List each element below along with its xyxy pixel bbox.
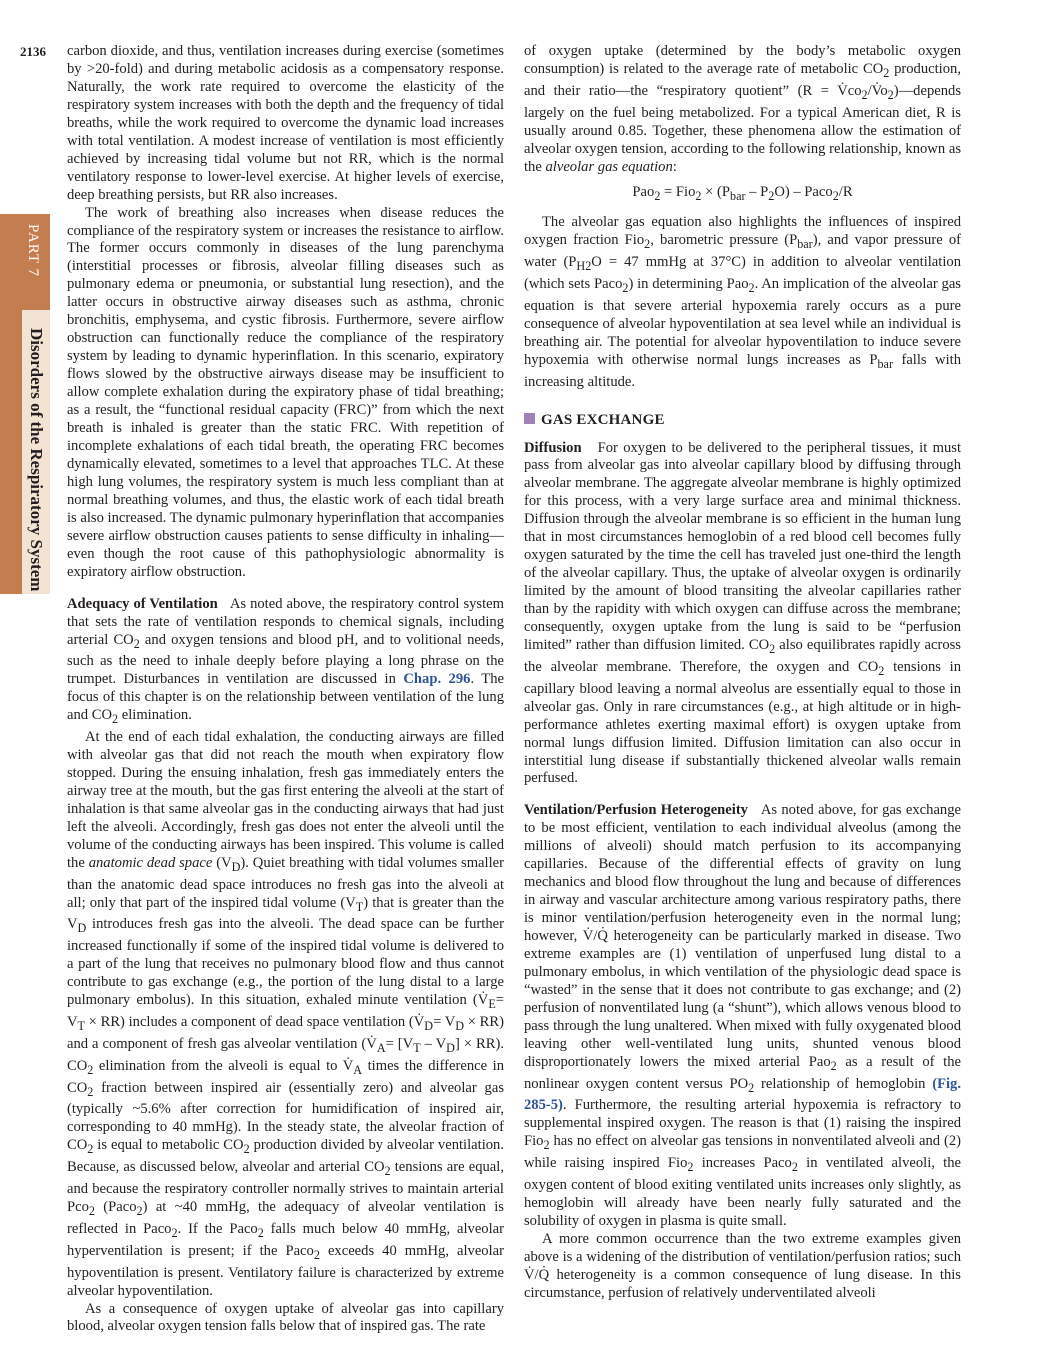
right-column [524, 43, 961, 1303]
section-heading-gas-exchange: GAS EXCHANGE [524, 412, 961, 430]
right-paragraph-1: of oxygen uptake (determined by the body’s metabolic oxygen consumption) is related to the average rate of metabolic $CO_2$ production, and their ratio—the “respiratory quotient” $(R = V̇co_2/V̇o_2)—depends$ largely on the fuel being metabolized. For a typical American diet, R is usually around 0.85. Together, these phenomena allow the estimation of alveolar oxygen tension, according to the following relationship, known as the alveolar gas equation: [524, 43, 961, 175]
vq-heading: Ventilation/Perfusion Heterogeneity [524, 802, 748, 819]
left-paragraph-1: carbon dioxide, and thus, ventilation increases during exercise (sometimes by >20-fold) and during metabolic acidosis as a compensatory response. Naturally, the work rate required to overcome the elasticity of the respiratory system increases with both the depth and the frequency of tidal breaths, while the work required to overcome the dynamic load increases with total ventilation. A modest increase of ventilation is most efficiently achieved by increasing tidal volume but not RR, which is the normal ventilatory response to lower-level exercise. At higher levels of exercise, deep breathing persists, but RR also increases. [67, 43, 504, 203]
adequacy-paragraph: Adequacy of Ventilation As noted above, the respiratory control system that sets the rate of ventilation responds to chemical signals, including arterial $CO_2$ and oxygen tensions and blood pH, and to volitional needs, such as the need to inhale deeply before playing a long phrase on the trumpet. Disturbances in ventilation are discussed in Chap. 296. The focus of this chapter is on the relationship between ventilation of the lung and $CO_2$ elimination. [67, 595, 504, 727]
left-column [67, 43, 504, 1336]
right-paragraph-5: A more common occurrence than the two extreme examples given above is a widening of the distribution of ventilation/perfusion ratios; such V̇/Q̇ heterogeneity is a common consequence of lung disease. In this circumstance, perfusion of relatively underventilated alveoli [524, 1230, 961, 1301]
dead-space-paragraph: At the end of each tidal exhalation, the conducting airways are filled with alveolar gas that did not reach the mouth when expiratory flow stopped. During the ensuing inhalation, fresh gas immediately enters the airway tree at the mouth, but the gas first entering the alveoli at the start of inhalation is that same alveolar gas in the conducting airways that had just left the alveoli. Accordingly, fresh gas does not enter the alveoli until the volume of the conducting airways has been inspired. This volume is called the anatomic dead space $(V_D)$. Quiet breathing with tidal volumes smaller than the anatomic dead space introduces no fresh gas into the alveoli at all; only that part of the inspired tidal volume $(V_T)$ that is greater than the $V_D$ introduces fresh gas into the alveoli. The dead space can be further increased functionally if some of the inspired tidal volume is delivered to a part of the lung that receives no pulmonary blood flow and thus cannot contribute to gas exchange (e.g., the portion of the lung distal to a large pulmonary embolus). In this situation, exhaled minute ventilation $(V̇_E= V_T \times RR)$ includes a component of dead space ventilation $(V̇_D= V_D \times RR)$ and a component of fresh gas alveolar ventilation $(V̇_A= [V_T - V_D] \times RR)$. $CO_2$ elimination from the alveoli is equal to $V̇_A$ times the difference in $CO_2$ fraction between inspired air (essentially zero) and alveolar gas (typically ~5.6% after correction for humidification of inspired air, corresponding to 40 mmHg). In the steady state, the alveolar fraction of $CO_2$ is equal to metabolic $CO_2$ production divided by alveolar ventilation. Because, as discussed below, alveolar and arterial $CO_2$ tensions are equal, and because the respiratory controller normally strives to maintain arterial Pco$_2$ (Paco$_2$) at ~40 mmHg, the adequacy of alveolar ventilation is reflected in Paco$_2$. If the Paco$_2$ falls much below 40 mmHg, alveolar hyperventilation is present; if the Paco$_2$ exceeds 40 mmHg, alveolar hypoventilation is present. Ventilatory failure is characterized by extreme alveolar hypoventilation. [67, 729, 504, 1299]
figure-285-5-link[interactable]: (Fig. 285-5) [524, 1075, 961, 1114]
adequacy-heading: Adequacy of Ventilation [67, 595, 218, 612]
part-title: Disorders of the Respiratory System [27, 328, 46, 592]
section-square-icon [524, 413, 535, 424]
diffusion-heading: Diffusion [524, 439, 582, 456]
right-paragraph-2: The alveolar gas equation also highlights the influences of inspired oxygen fraction Fio$_2$, barometric pressure $(P_{bar})$, and vapor pressure of water ($P_{H2}O = 47$ mmHg at 37°C) in addition to alveolar ventilation (which sets Paco$_2$) in determining Pao$_2$. An implication of the alveolar gas equation is that severe arterial hypoxemia rarely occurs as a pure consequence of alveolar hypoventilation at sea level while an individual is breathing air. The potential for alveolar hypoventilation to induce severe hypoxemia with otherwise normal lungs increases as $P_{bar}$ falls with increasing altitude. [524, 214, 962, 390]
left-paragraph-5: As a consequence of oxygen uptake of alveolar gas into capillary blood, alveolar oxygen tension falls below that of inspired gas. The rate [67, 1300, 504, 1335]
diffusion-paragraph: Diffusion For oxygen to be delivered to the peripheral tissues, it must pass from alveolar gas into alveolar capillary blood by diffusing through alveolar membrane. The aggregate alveolar membrane is highly optimized for this process, with a very large surface area and minimal thickness. Diffusion through the alveolar membrane is so efficient in the human lung that in most circumstances hemoglobin of a red blood cell becomes fully oxygen saturated by the time the cell has traveled just one-third the length of the alveolar capillary. Thus, the uptake of alveolar oxygen is ordinarily limited by the amount of blood transiting the alveolar capillaries rather than by the rapidity with which oxygen can diffuse across the membrane; consequently, oxygen uptake from the lung is said to be “perfusion limited” rather than diffusion limited. $CO_2$ also equilibrates rapidly across the alveolar membrane. Therefore, the oxygen and $CO_2$ tensions in capillary blood leaving a normal alveolus are essentially equal to those in alveolar gas. Only in rare circumstances (e.g., at high altitude or in high-performance athletes exerting maximal effort) is oxygen uptake from normal lungs diffusion limited. Diffusion limitation can also occur in interstitial lung disease if substantially thickened alveolar walls remain perfused. [524, 439, 962, 787]
page-number: 2136 [20, 44, 46, 59]
part-tab [0, 214, 50, 594]
left-paragraph-2: The work of breathing also increases when disease reduces the compliance of the respiratory system or increases the resistance to airflow. The former occurs commonly in diseases of the lung parenchyma (interstitial processes or fibrosis, alveolar filling diseases such as pulmonary edema or pneumonia, or substantial lung resection), and the latter occurs in obstructive airway diseases such as asthma, chronic bronchitis, emphysema, and cystic fibrosis. Furthermore, severe airflow obstruction can functionally reduce the compliance of the respiratory system by leading to dynamic hyperinflation. In this scenario, expiratory flows slowed by the obstructive airways disease may be insufficient to allow complete exhalation during the expiratory phase of tidal breathing; as a result, the “functional residual capacity (FRC)” from which the next breath is inhaled is greater than the static FRC. With repetition of incomplete exhalations of each tidal breath, the operating FRC becomes dynamically elevated, sometimes to a level that approaches TLC. At these high lung volumes, the respiratory system is much less compliant than at normal breathing volumes, and thus, the elastic work of each tidal breath is also increased. The dynamic pulmonary hyperinflation that accompanies severe airflow obstruction causes patients to sense difficulty in inhaling—even though the root cause of this pathophysiologic abnormality is expiratory airflow obstruction. [67, 204, 505, 580]
chapter-296-link[interactable]: Chap. 296 [403, 671, 471, 688]
part-label: PART 7 [25, 224, 41, 278]
alveolar-gas-equation: $Pao_2 = Fio_2 \times (P_{bar} - P_2O)$ – Paco$_2$/R [632, 184, 853, 204]
vq-paragraph: Ventilation/Perfusion Heterogeneity As noted above, for gas exchange to be most efficient, ventilation to each individual alveolus (among the millions of alveoli) should match perfusion to its accompanying capillaries. Because of the differential effects of gravity on lung mechanics and blood flow throughout the lung and because of differences in airway and vascular architecture among various respiratory paths, there is minor ventilation/perfusion heterogeneity even in the normal lung; however, V̇/Q̇ heterogeneity can be particularly marked in disease. Two extreme examples are (1) ventilation of unperfused lung distal to a pulmonary embolus, in which ventilation of the physiologic dead space is “wasted” in the sense that it does not contribute to gas exchange; and (2) perfusion of nonventilated lung (a “shunt”), which allows venous blood to pass through the lung unaltered. When mixed with fully oxygenated blood leaving other well-ventilated lung units, shunted venous blood disproportionately lowers the mixed arterial Pao$_2$ as a result of the nonlinear oxygen content versus $PO_2$ relationship of hemoglobin (Fig. 285-5). Furthermore, the resulting arterial hypoxemia is refractory to supplemental inspired oxygen. The reason is that (1) raising the inspired Fio$_2$ has no effect on alveolar gas tensions in nonventilated alveoli and (2) while raising inspired Fio$_2$ increases Paco$_2$ in ventilated alveoli, the oxygen content of blood exiting ventilated units increases only slightly, as hemoglobin will already have been nearly fully saturated and the solubility of oxygen in plasma is quite small. [524, 802, 961, 1230]
part-title-band [22, 310, 50, 594]
